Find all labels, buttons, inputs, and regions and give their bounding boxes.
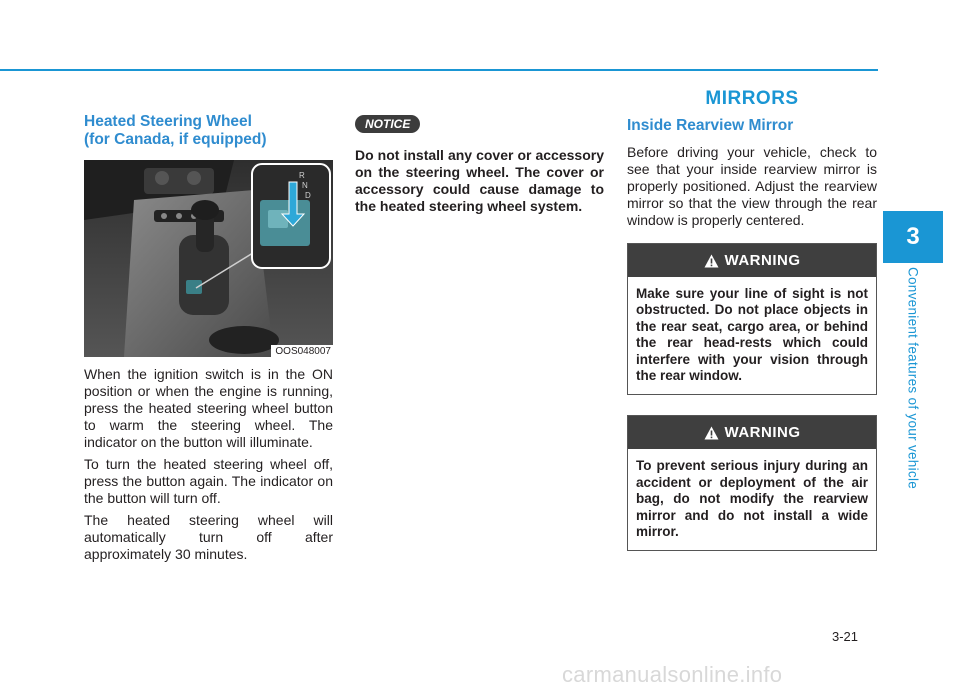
warning-box-1: [627, 243, 877, 395]
notice-text: Do not install any cover or accessory on the steering wheel. The cover or accessory could cause damage to the heated steering wheel system.: [355, 147, 604, 214]
heading-line-2: (for Canada, if equipped): [84, 131, 267, 148]
shift-letter-d: D: [305, 191, 311, 200]
heated-steering-heading: [84, 113, 333, 149]
warning-header-2: [628, 416, 876, 449]
heated-steering-para-2: To turn the heated steering wheel off, press the button again. The indicator on the button will turn off.: [84, 456, 333, 506]
mirrors-column: [627, 88, 877, 551]
top-rule: [0, 69, 878, 71]
shift-letter-r: R: [299, 171, 305, 180]
watermark-url[interactable]: carmanualsonline.info: [562, 662, 783, 687]
heated-steering-column: [84, 113, 333, 563]
section-title: MIRRORS: [705, 88, 799, 109]
warning-text-1: Make sure your line of sight is not obstructed. Do not place objects in the rear seat, cargo area, or behind the rear head-rests which could interfere with your vision through the rear window.: [636, 286, 868, 384]
chapter-title-vertical: [901, 262, 925, 494]
warning-triangle-icon: [704, 254, 719, 268]
chapter-title: Convenient features of your vehicle: [905, 266, 921, 490]
chapter-tab: [883, 211, 943, 263]
heading-line-1: Heated Steering Wheel: [84, 113, 252, 130]
warning-label-2: WARNING: [724, 424, 801, 442]
notice-badge: NOTICE: [355, 115, 420, 133]
console-photo: [84, 160, 333, 357]
heated-steering-para-3: The heated steering wheel will automatically turn off after approximately 30 minutes.: [84, 512, 333, 562]
warning-box-2: [627, 415, 877, 551]
rearview-heading: Inside Rearview Mirror: [627, 117, 794, 134]
warning-header-1: [628, 244, 876, 277]
rearview-para: Before driving your vehicle, check to see that your inside rearview mirror is properly positioned. Adjust the rearview mirror so that the view through the rear window is properly centered.: [627, 144, 877, 228]
heated-steering-para-1: When the ignition switch is in the ON position or when the engine is running, press the heated steering wheel button to warm the steering wheel. The indicator on the button will illuminate.: [84, 366, 333, 450]
warning-label-1: WARNING: [724, 252, 801, 269]
page-number: 3-21: [832, 629, 859, 644]
warning-triangle-icon: [704, 426, 719, 440]
notice-column: [355, 113, 604, 215]
chapter-number: 3: [906, 223, 920, 250]
shift-letter-n: N: [302, 181, 308, 190]
photo-code: OOS048007: [271, 345, 333, 357]
console-illustration: [84, 160, 333, 357]
warning-text-2: To prevent serious injury during an accident or deployment of the air bag, do not modify the rearview mirror and do not install a wide mirror.: [636, 458, 868, 540]
